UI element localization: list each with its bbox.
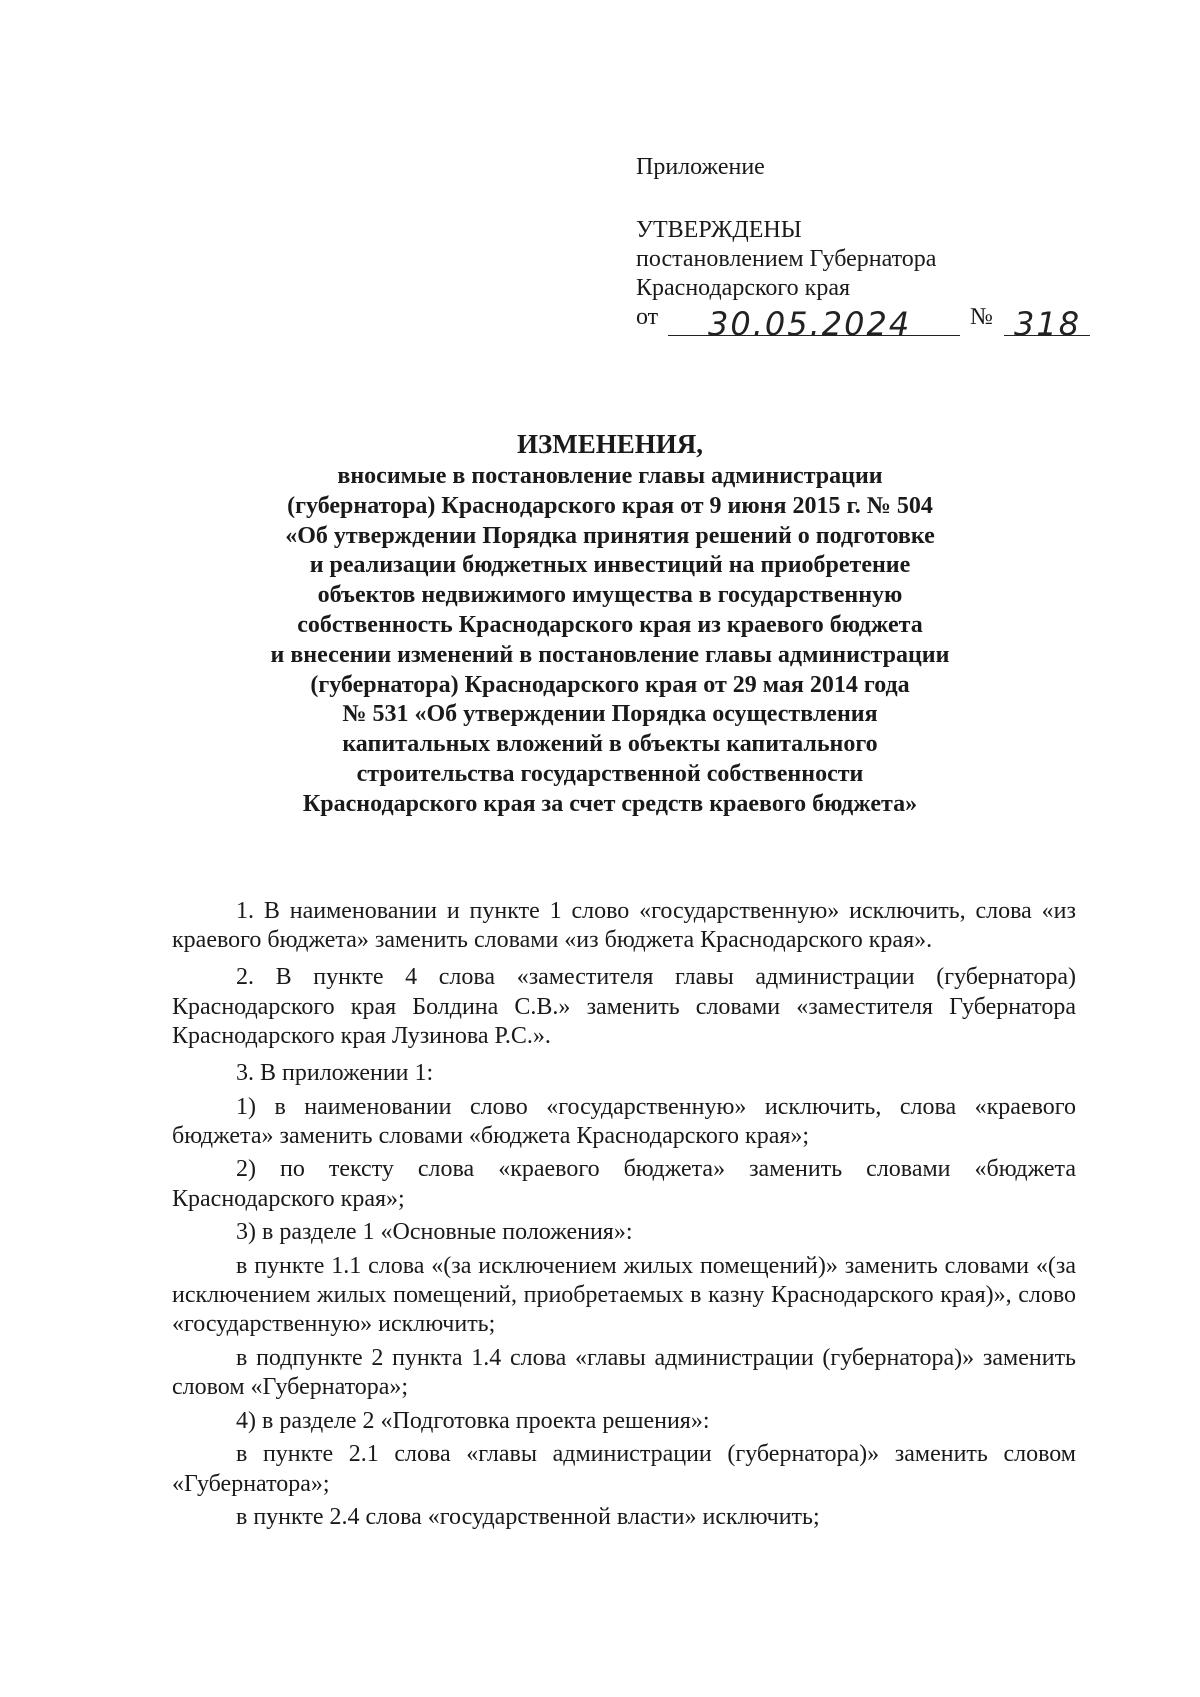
date-prefix: от (636, 304, 659, 330)
title-line: и внесении изменений в постановление главы администрации (270, 641, 950, 668)
title-line: собственность Краснодарского края из краевого бюджета (297, 611, 923, 638)
date-number-row (636, 303, 1096, 343)
body-paragraph: 2. В пункте 4 слова «заместителя главы администрации (губернатора) Краснодарского края Болдина С.В.» заменить словами «заместителя Губернатора Краснодарского края Лузинова Р.С.». (172, 964, 1076, 1050)
body-paragraph: в пункте 1.1 слова «(за исключением жилых помещений)» заменить словами «(за исключением жилых помещений, приобретаемых в казну Краснодарского края)», слово «государственную» исключить; (172, 1252, 1076, 1338)
body-paragraph: 1) в наименовании слово «государственную» исключить, слова «краевого бюджета» заменить словами «бюджета Краснодарского края»; (172, 1093, 1076, 1150)
title-line: (губернатора) Краснодарского края от 29 мая 2014 года (310, 671, 910, 698)
title-line: Краснодарского края за счет средств краевого бюджета» (302, 790, 918, 817)
title-line: капитальных вложений в объекты капитального (342, 731, 878, 758)
title-line: вносимые в постановление главы администрации (337, 463, 883, 489)
handwritten-date: 30.05.2024 (708, 305, 912, 343)
title-line: (губернатора) Краснодарского края от 9 июня 2015 г. № 504 (287, 492, 933, 519)
body-paragraph: 3. В приложении 1: (236, 1060, 434, 1087)
approval-line-2: Краснодарского края (636, 275, 851, 301)
body-paragraph: в подпункте 2 пункта 1.4 слова «главы администрации (губернатора)» заменить словом «Губернатора»; (172, 1344, 1076, 1401)
title-line: «Об утверждении Порядка принятия решений о подготовке (285, 522, 935, 549)
handwritten-number: 318 (1014, 305, 1082, 343)
body-paragraph: 4) в разделе 2 «Подготовка проекта решения»: (236, 1407, 710, 1434)
title-line: объектов недвижимого имущества в государственную (317, 582, 903, 609)
body-paragraph: 2) по тексту слова «краевого бюджета» заменить словами «бюджета Краснодарского края»; (172, 1156, 1076, 1212)
title-line: и реализации бюджетных инвестиций на приобретение (309, 552, 911, 579)
number-prefix: № (970, 304, 993, 330)
title-line: строительства государственной собственности (356, 760, 864, 787)
document-title (170, 428, 1050, 820)
title-line: № 531 «Об утверждении Порядка осуществления (342, 701, 878, 728)
body-paragraph: 1. В наименовании и пункте 1 слово «государственную» исключить, слова «из краевого бюджета» заменить словами «из бюджета Краснодарского края». (172, 898, 1076, 954)
title-heading: ИЗМЕНЕНИЯ, (516, 429, 703, 459)
date-field (668, 305, 960, 343)
appendix-label: Приложение (636, 154, 765, 180)
approved-label: УТВЕРЖДЕНЫ (636, 217, 802, 243)
document-body (172, 897, 1076, 1536)
approval-line-1: постановлением Губернатора (636, 246, 937, 272)
body-paragraph: в пункте 2.4 слова «государственной власти» исключить; (236, 1503, 820, 1530)
body-paragraph: в пункте 2.1 слова «главы администрации (губернатора)» заменить словом «Губернатора»; (172, 1441, 1076, 1497)
approval-block (636, 153, 1096, 343)
body-paragraph: 3) в разделе 1 «Основные положения»: (236, 1219, 633, 1246)
number-field (1004, 305, 1090, 343)
